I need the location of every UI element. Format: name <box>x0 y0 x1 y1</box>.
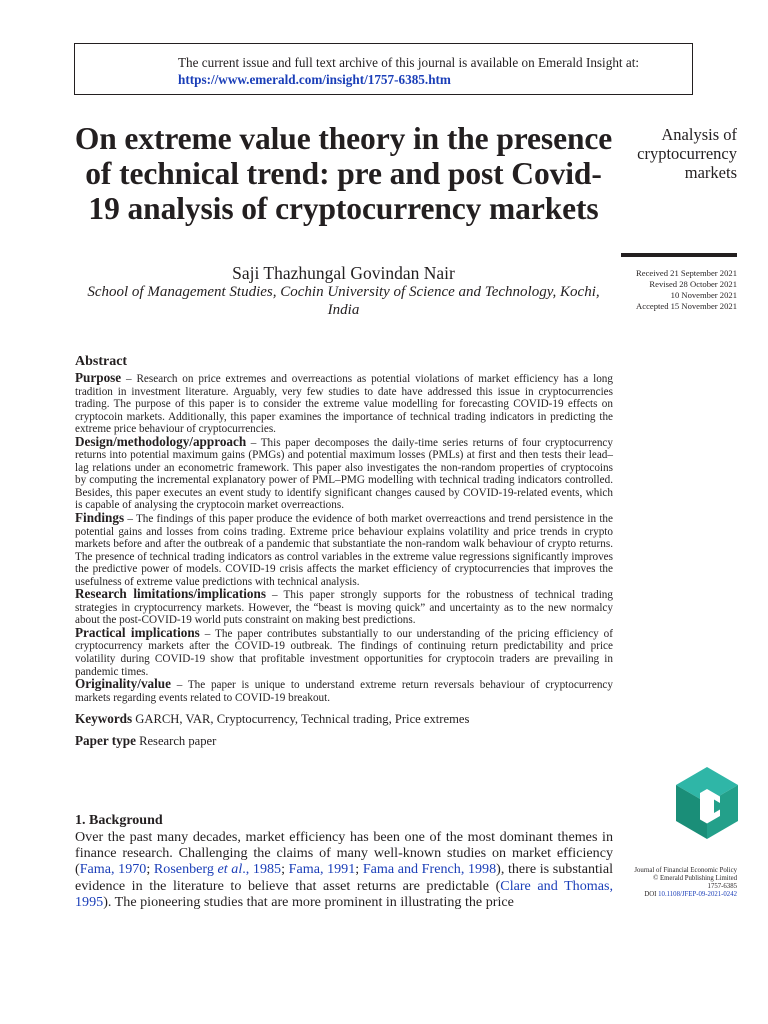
running-title-line: markets <box>684 163 737 182</box>
citation-link[interactable]: Clare and Thomas, 1995 <box>75 877 613 910</box>
running-title <box>611 125 737 182</box>
body-text-run: ), there is substantial evidence in the literature to believe that asset returns are predictable ( <box>75 861 614 894</box>
purpose-text: – Research on price extremes and overreactions as potential violations of market efficiency has a long tradition in investment literature. Arguably, very few studies to date have addressed this issue in cryptocurrencies trading. The purpose of this paper is to consider the extreme value modelling for forecasting COVID-19 effects on cryptocoin markets. Additionally, this paper examines the importance of technical trading indicators in predicting the extreme price behaviour of cryptocurrencies. <box>75 373 613 436</box>
abstract-findings <box>75 512 613 588</box>
design-text: – This paper decomposes the daily-time series returns of four cryptocurrency returns into potential maximum gains (PMGs) and potential maximum losses (PMLs) at first and then tests their lead–lag relations under an econometric framework. This paper also investigates the non-random properties of cryptocoins by computing the incremental explanatory power of PML–PMG modelling with technical trading indicators controlled. Besides, this paper executes an event study to identify significant changes caused by COVID-19-related events, which is capable of analysing the cryptocoin market overreactions. <box>75 436 613 512</box>
practical-label: Practical implications <box>75 624 200 640</box>
publisher: © Emerald Publishing Limited <box>653 875 737 883</box>
running-title-line: Analysis of <box>661 125 737 144</box>
journal-url-link[interactable]: https://www.emerald.com/insight/1757-6385.htm <box>178 72 451 87</box>
abstract-limitations <box>75 588 613 627</box>
date-received: Received 21 September 2021 <box>636 268 737 278</box>
keywords-label: Keywords <box>75 711 133 727</box>
sidebar-rule <box>621 253 737 257</box>
keywords-text: GARCH, VAR, Cryptocurrency, Technical trading, Price extremes <box>132 712 470 727</box>
body-text-run: ; <box>355 861 363 878</box>
date-accepted: Accepted 15 November 2021 <box>636 301 737 311</box>
design-label: Design/methodology/approach <box>75 433 247 449</box>
abstract-section <box>75 353 613 749</box>
crossmark-logo-icon[interactable] <box>676 767 738 839</box>
citation-link[interactable]: Fama, 1970 <box>79 861 147 878</box>
doi-line <box>611 891 737 899</box>
background-heading: 1. Background <box>75 813 163 828</box>
journal-info <box>611 867 737 899</box>
archive-notice-text: The current issue and full text archive of this journal is available on Emerald Insight at: <box>178 55 640 70</box>
paper-type-label: Paper type <box>75 733 136 749</box>
paper-type-text: Research paper <box>135 734 217 749</box>
keywords <box>75 711 613 727</box>
doi-link[interactable]: 10.1108/JFEP-09-2021-0242 <box>658 891 737 899</box>
abstract-purpose <box>75 372 613 436</box>
paper-title: On extreme value theory in the presence of technical trend: pre and post Covid-19 analysis of cryptocurrency markets <box>74 121 613 226</box>
purpose-label: Purpose <box>75 370 122 385</box>
paper-type <box>75 733 613 749</box>
author-name: Saji Thazhungal Govindan Nair <box>232 263 455 283</box>
background-body <box>75 829 613 910</box>
limitations-label: Research limitations/implications <box>75 586 266 602</box>
abstract-originality <box>75 678 613 704</box>
journal-name: Journal of Financial Economic Policy <box>634 867 737 874</box>
doi-label: DOI <box>644 891 659 899</box>
originality-text: – The paper is unique to understand extreme return reversals behaviour of cryptocurrency markets regarding events related to COVID-19 breakout. <box>75 679 613 704</box>
body-text-run: ). The pioneering studies that are more prominent in illustrating the price <box>103 893 514 910</box>
abstract-heading: Abstract <box>75 354 128 369</box>
citation-link[interactable] <box>154 861 281 877</box>
findings-label: Findings <box>75 510 125 526</box>
submission-dates <box>611 268 737 312</box>
archive-notice-box <box>74 43 693 95</box>
citation-part: ., 1985 <box>242 861 282 878</box>
citation-link[interactable]: Fama, 1991 <box>288 861 356 878</box>
body-text-run: ; <box>281 861 289 878</box>
citation-part-italic: et al <box>217 861 243 878</box>
abstract-practical <box>75 624 613 678</box>
author-affiliation: School of Management Studies, Cochin University of Science and Technology, Kochi, India <box>87 284 600 318</box>
abstract-design <box>75 433 613 512</box>
issn: 1757-6385 <box>707 883 737 891</box>
running-title-line: cryptocurrency <box>637 144 737 163</box>
date-revised: Revised 28 October 2021 <box>649 279 737 289</box>
date-revised-2: 10 November 2021 <box>670 290 737 300</box>
findings-text: – The findings of this paper produce the evidence of both market overreactions and trend persistence in the potential gains and losses from coins trading. Extreme price behaviour explains volatility and price trends in crypto markets before and after the outbreak of a pandemic that substantiate the non-random walk behaviour of crypto returns. The presence of technical trading indicators as control variables in the extreme value regressions significantly improves the predictive power of models. COVID-19 crisis affects the market efficiency of cryptocurrencies that improves the usefulness of extreme value predictions with technical analysis. <box>75 513 613 588</box>
limitations-text: – This paper strongly supports for the robustness of technical trading strategies in cryptocurrency markets. However, the “beast is moving quick” and uncertainty as to the new normalcy about the post-COVID-19 world puts constraint on making best predictions. <box>75 589 613 627</box>
originality-label: Originality/value <box>75 676 171 692</box>
practical-text: – The paper contributes substantially to our understanding of the pricing efficiency of cryptocurrency markets after the COVID-19 outbreak. The findings of continuing return predictability and price volatility during COVID-19 show that profitable investment opportunities for cryptocoin traders are prevailing in pandemic times. <box>75 627 613 678</box>
citation-link[interactable]: Fama and French, 1998 <box>362 861 497 878</box>
body-text-run: ; <box>146 861 154 878</box>
body-text-run: Over the past many decades, market efficiency has been one of the most dominant themes in finance research. Challenging the claims of many well-known studies on market efficiency ( <box>75 829 613 878</box>
citation-part: Rosenberg <box>153 861 218 878</box>
